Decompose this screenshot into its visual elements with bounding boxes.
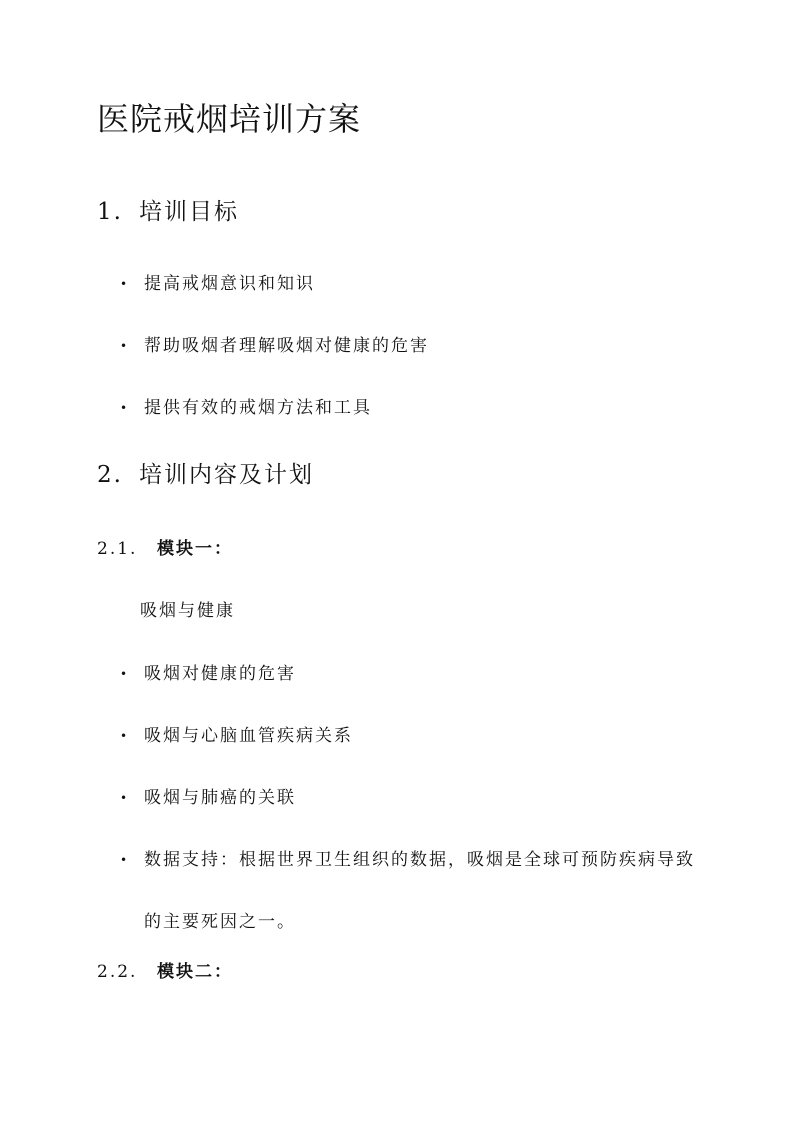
section-heading-content (97, 458, 314, 492)
module-number: 2.2. (97, 962, 138, 982)
list-item (120, 829, 700, 953)
document-title: 医院戒烟培训方案 (97, 100, 362, 138)
list-item-text: 数据支持：根据世界卫生组织的数据，吸烟是全球可预防疾病导致的主要死因之一。 (144, 850, 695, 932)
section-title: 培训内容及计划 (139, 462, 314, 488)
list-item-text: 吸烟与肺癌的关联 (144, 788, 296, 808)
section-heading-goals (97, 195, 239, 229)
list-item-text: 提高戒烟意识和知识 (144, 274, 315, 294)
list-item-text: 帮助吸烟者理解吸烟对健康的危害 (144, 336, 429, 356)
list-item (120, 705, 700, 767)
bullet-icon: • (120, 401, 130, 415)
list-item (120, 315, 700, 377)
list-item (120, 253, 700, 315)
list-item (120, 767, 700, 829)
list-item-text: 吸烟对健康的危害 (144, 664, 296, 684)
module-subtitle: 吸烟与健康 (140, 601, 235, 621)
module-title: 模块二： (157, 962, 233, 982)
bullet-icon: • (120, 339, 130, 353)
module-number: 2.1. (97, 539, 138, 559)
bullet-icon: • (120, 277, 130, 291)
module-title: 模块一： (157, 539, 233, 559)
list-item (120, 643, 700, 705)
section-number: 2. (97, 462, 123, 488)
list-item-text: 提供有效的戒烟方法和工具 (144, 398, 372, 418)
list-item (120, 377, 700, 439)
module-heading-2 (97, 959, 233, 985)
bullet-icon: • (120, 729, 130, 743)
list-item-text: 吸烟与心脑血管疾病关系 (144, 726, 353, 746)
section-title: 培训目标 (139, 199, 239, 225)
bullet-icon: • (120, 853, 130, 867)
bullet-icon: • (120, 667, 130, 681)
bullet-icon: • (120, 791, 130, 805)
module-heading-1 (97, 536, 233, 562)
section-number: 1. (97, 199, 123, 225)
